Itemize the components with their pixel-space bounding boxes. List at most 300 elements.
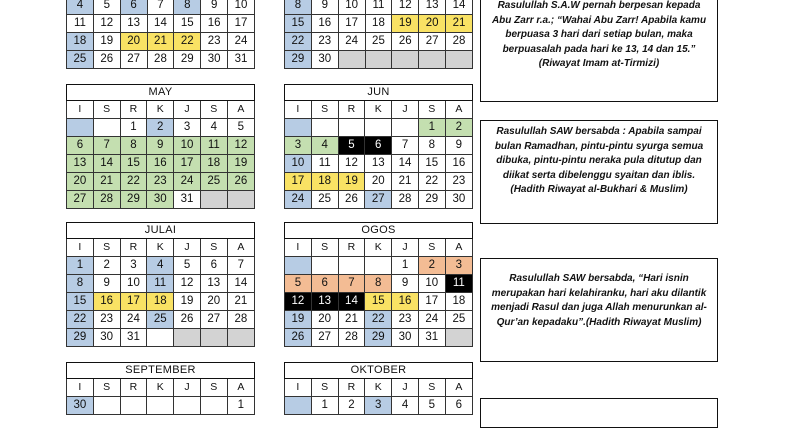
day-cell: 16 [93, 293, 120, 311]
day-cell: 20 [120, 33, 147, 51]
week-row [285, 137, 473, 155]
week-row [67, 0, 255, 15]
day-cell: 22 [174, 33, 201, 51]
day-cell [174, 329, 201, 347]
day-cell [446, 51, 473, 69]
day-cell: 30 [93, 329, 120, 347]
weekday-header: K [147, 101, 174, 119]
weekday-header: J [174, 239, 201, 257]
day-cell: 29 [285, 51, 312, 69]
day-cell [419, 51, 446, 69]
day-cell: 25 [200, 173, 227, 191]
day-cell: 25 [147, 311, 174, 329]
calendar-feb-top [284, 0, 473, 69]
day-cell: 27 [67, 191, 94, 209]
day-cell: 26 [174, 311, 201, 329]
day-cell: 18 [200, 155, 227, 173]
weekday-header: I [67, 239, 94, 257]
weekday-header: R [338, 379, 365, 397]
day-cell [174, 397, 201, 415]
week-row [67, 51, 255, 69]
day-cell [200, 191, 227, 209]
calendar-oktober [284, 362, 473, 415]
day-cell: 28 [147, 51, 174, 69]
day-cell: 14 [147, 15, 174, 33]
day-cell: 2 [147, 119, 174, 137]
day-cell [93, 397, 120, 415]
weekday-header: J [174, 101, 201, 119]
day-cell: 2 [338, 397, 365, 415]
day-cell [227, 191, 254, 209]
weekday-header: A [445, 379, 472, 397]
weekday-header: S [311, 379, 338, 397]
day-cell: 5 [227, 119, 254, 137]
weekday-header: R [120, 239, 147, 257]
day-cell: 30 [67, 397, 94, 415]
day-cell: 6 [120, 0, 147, 15]
day-cell: 24 [285, 191, 312, 209]
day-cell: 27 [365, 191, 392, 209]
day-cell: 27 [311, 329, 338, 347]
day-cell [365, 119, 392, 137]
day-cell: 23 [147, 173, 174, 191]
week-row [67, 173, 255, 191]
weekday-header: S [93, 379, 120, 397]
day-cell: 25 [311, 191, 338, 209]
day-cell: 22 [365, 311, 392, 329]
hadith-quote-box-4 [480, 398, 718, 428]
weekday-header: I [285, 101, 312, 119]
day-cell: 21 [147, 33, 174, 51]
week-row [285, 119, 473, 137]
day-cell: 4 [147, 257, 174, 275]
day-cell [120, 397, 147, 415]
day-cell [445, 329, 472, 347]
weekday-header: J [392, 239, 419, 257]
day-cell: 5 [285, 275, 312, 293]
day-cell: 4 [200, 119, 227, 137]
day-cell: 3 [365, 397, 392, 415]
day-cell: 3 [285, 137, 312, 155]
day-cell: 12 [392, 0, 419, 15]
weekday-header: K [365, 101, 392, 119]
day-cell: 6 [445, 397, 472, 415]
week-row [67, 33, 255, 51]
day-cell: 30 [311, 51, 338, 69]
day-cell: 14 [446, 0, 473, 15]
week-row [285, 0, 473, 15]
day-cell: 4 [311, 137, 338, 155]
day-cell: 13 [419, 0, 446, 15]
day-cell: 16 [311, 15, 338, 33]
day-cell: 14 [227, 275, 254, 293]
day-cell: 19 [174, 293, 201, 311]
weekday-header: S [418, 379, 445, 397]
day-cell: 18 [67, 33, 94, 51]
day-cell: 10 [120, 275, 147, 293]
month-title: SEPTEMBER [67, 363, 255, 379]
month-title: OGOS [285, 223, 473, 239]
week-row [285, 257, 473, 275]
day-cell: 10 [228, 0, 255, 15]
day-cell: 7 [93, 137, 120, 155]
month-title: JUN [285, 85, 473, 101]
calendar-ogos [284, 222, 473, 347]
day-cell: 7 [392, 137, 419, 155]
day-cell: 16 [445, 155, 472, 173]
day-cell: 24 [338, 33, 365, 51]
day-cell: 11 [445, 275, 472, 293]
day-cell [311, 257, 338, 275]
day-cell: 2 [93, 257, 120, 275]
day-cell: 16 [147, 155, 174, 173]
day-cell: 11 [365, 0, 392, 15]
day-cell: 28 [446, 33, 473, 51]
day-cell: 29 [120, 191, 147, 209]
weekday-header: I [67, 101, 94, 119]
day-cell: 30 [392, 329, 419, 347]
day-cell: 20 [67, 173, 94, 191]
day-cell: 16 [201, 15, 228, 33]
day-cell: 31 [174, 191, 201, 209]
day-cell: 25 [67, 51, 94, 69]
day-cell [285, 257, 312, 275]
hadith-quote-box-2: Rasulullah SAW bersabda : Apabila sampai bulan Ramadhan, pintu-pintu syurga semua dibuka, pintu-pintu neraka pula ditutup dan diikat serta dibelenggu syaitan dan iblis. (Hadith Riwayat al-Bukhari & Muslim) [480, 120, 718, 224]
day-cell: 6 [311, 275, 338, 293]
day-cell: 6 [200, 257, 227, 275]
day-cell: 12 [285, 293, 312, 311]
week-row [285, 155, 473, 173]
day-cell: 5 [338, 137, 365, 155]
day-cell: 30 [201, 51, 228, 69]
weekday-header: A [227, 239, 254, 257]
day-cell: 19 [93, 33, 120, 51]
day-cell: 21 [338, 311, 365, 329]
day-cell [365, 257, 392, 275]
day-cell: 8 [67, 275, 94, 293]
weekday-header: R [338, 101, 365, 119]
week-row [285, 33, 473, 51]
weekday-header: I [285, 379, 312, 397]
day-cell: 30 [445, 191, 472, 209]
day-cell: 25 [445, 311, 472, 329]
day-cell: 21 [227, 293, 254, 311]
day-cell [200, 397, 227, 415]
day-cell: 15 [174, 15, 201, 33]
week-row [285, 311, 473, 329]
week-row [67, 137, 255, 155]
day-cell: 22 [120, 173, 147, 191]
weekday-header: K [365, 239, 392, 257]
day-cell: 26 [227, 173, 254, 191]
day-cell: 29 [418, 191, 445, 209]
day-cell: 21 [93, 173, 120, 191]
day-cell: 7 [147, 0, 174, 15]
day-cell: 11 [311, 155, 338, 173]
day-cell [392, 51, 419, 69]
day-cell: 11 [147, 275, 174, 293]
day-cell: 19 [338, 173, 365, 191]
day-cell: 20 [365, 173, 392, 191]
day-cell: 7 [227, 257, 254, 275]
day-cell: 17 [228, 15, 255, 33]
day-cell [147, 329, 174, 347]
day-cell [285, 119, 312, 137]
day-cell: 2 [418, 257, 445, 275]
weekday-header: J [174, 379, 201, 397]
week-row [67, 15, 255, 33]
day-cell: 25 [365, 33, 392, 51]
day-cell: 30 [147, 191, 174, 209]
day-cell: 8 [120, 137, 147, 155]
day-cell: 15 [285, 15, 312, 33]
week-row [285, 275, 473, 293]
day-cell: 27 [419, 33, 446, 51]
day-cell: 18 [445, 293, 472, 311]
day-cell: 17 [418, 293, 445, 311]
day-cell: 1 [392, 257, 419, 275]
week-row [67, 119, 255, 137]
day-cell: 11 [200, 137, 227, 155]
day-cell: 3 [174, 119, 201, 137]
weekday-header: S [311, 239, 338, 257]
day-cell: 8 [365, 275, 392, 293]
day-cell: 1 [311, 397, 338, 415]
month-title: JULAI [67, 223, 255, 239]
week-row [67, 311, 255, 329]
day-cell: 28 [93, 191, 120, 209]
weekday-header: A [445, 101, 472, 119]
week-row [285, 191, 473, 209]
weekday-header: S [200, 239, 227, 257]
day-cell: 24 [418, 311, 445, 329]
day-cell: 20 [311, 311, 338, 329]
day-cell [227, 329, 254, 347]
day-cell [392, 119, 419, 137]
weekday-header: J [392, 101, 419, 119]
day-cell: 29 [67, 329, 94, 347]
day-cell: 10 [338, 0, 365, 15]
day-cell: 24 [228, 33, 255, 51]
day-cell: 18 [311, 173, 338, 191]
day-cell: 13 [200, 275, 227, 293]
day-cell [285, 397, 312, 415]
day-cell: 9 [311, 0, 338, 15]
weekday-header: S [93, 239, 120, 257]
day-cell [93, 119, 120, 137]
day-cell: 15 [67, 293, 94, 311]
weekday-header: S [93, 101, 120, 119]
day-cell: 24 [120, 311, 147, 329]
day-cell: 31 [228, 51, 255, 69]
day-cell: 19 [227, 155, 254, 173]
weekday-header: S [418, 101, 445, 119]
week-row [285, 173, 473, 191]
hadith-quote-box-3: Rasulullah SAW bersabda, “Hari isnin merupakan hari kelahiranku, hari aku dilantik menjadi Rasul dan juga Allah menurunkan al-Qur’an kepadaku”.(Hadith Riwayat Muslim) [480, 258, 718, 362]
day-cell: 26 [285, 329, 312, 347]
day-cell: 31 [120, 329, 147, 347]
week-row [67, 155, 255, 173]
day-cell: 9 [93, 275, 120, 293]
week-row [285, 329, 473, 347]
day-cell: 12 [93, 15, 120, 33]
day-cell: 5 [93, 0, 120, 15]
day-cell: 20 [419, 15, 446, 33]
weekday-header: A [227, 379, 254, 397]
day-cell: 23 [93, 311, 120, 329]
day-cell: 15 [418, 155, 445, 173]
day-cell: 12 [174, 275, 201, 293]
day-cell: 20 [200, 293, 227, 311]
day-cell: 14 [392, 155, 419, 173]
day-cell: 6 [67, 137, 94, 155]
day-cell: 21 [446, 15, 473, 33]
weekday-header: S [200, 101, 227, 119]
day-cell [338, 257, 365, 275]
day-cell: 1 [67, 257, 94, 275]
day-cell: 26 [93, 51, 120, 69]
calendar-jun [284, 84, 473, 209]
weekday-header: A [227, 101, 254, 119]
day-cell: 13 [120, 15, 147, 33]
day-cell: 23 [201, 33, 228, 51]
day-cell: 24 [174, 173, 201, 191]
day-cell [67, 119, 94, 137]
day-cell: 3 [120, 257, 147, 275]
day-cell: 27 [200, 311, 227, 329]
day-cell: 7 [338, 275, 365, 293]
day-cell: 17 [338, 15, 365, 33]
week-row [285, 51, 473, 69]
day-cell [311, 119, 338, 137]
weekday-header: S [418, 239, 445, 257]
day-cell: 1 [418, 119, 445, 137]
day-cell: 13 [67, 155, 94, 173]
day-cell: 13 [365, 155, 392, 173]
day-cell: 8 [174, 0, 201, 15]
day-cell: 22 [285, 33, 312, 51]
week-row [67, 275, 255, 293]
day-cell: 28 [392, 191, 419, 209]
day-cell: 26 [338, 191, 365, 209]
day-cell: 9 [392, 275, 419, 293]
day-cell: 28 [338, 329, 365, 347]
day-cell: 10 [418, 275, 445, 293]
day-cell: 22 [67, 311, 94, 329]
day-cell: 3 [445, 257, 472, 275]
day-cell: 22 [418, 173, 445, 191]
week-row [285, 15, 473, 33]
weekday-header: I [67, 379, 94, 397]
day-cell: 19 [285, 311, 312, 329]
day-cell: 26 [392, 33, 419, 51]
weekday-header: K [147, 379, 174, 397]
day-cell: 4 [392, 397, 419, 415]
day-cell [338, 119, 365, 137]
weekday-header: A [445, 239, 472, 257]
month-title: OKTOBER [285, 363, 473, 379]
calendar-jan-top [66, 0, 255, 69]
week-row [67, 329, 255, 347]
day-cell: 15 [120, 155, 147, 173]
day-cell [147, 397, 174, 415]
day-cell: 17 [285, 173, 312, 191]
day-cell: 14 [93, 155, 120, 173]
day-cell: 9 [445, 137, 472, 155]
day-cell: 23 [392, 311, 419, 329]
day-cell: 18 [147, 293, 174, 311]
weekday-header: S [200, 379, 227, 397]
weekday-header: R [338, 239, 365, 257]
day-cell: 16 [392, 293, 419, 311]
weekday-header: I [285, 239, 312, 257]
day-cell: 28 [227, 311, 254, 329]
calendar-may [66, 84, 255, 209]
calendar-september [66, 362, 255, 415]
day-cell: 6 [365, 137, 392, 155]
week-row [285, 397, 473, 415]
day-cell: 8 [285, 0, 312, 15]
month-title: MAY [67, 85, 255, 101]
weekday-header: R [120, 379, 147, 397]
weekday-header: J [392, 379, 419, 397]
week-row [67, 397, 255, 415]
day-cell: 27 [120, 51, 147, 69]
weekday-header: R [120, 101, 147, 119]
weekday-header: S [311, 101, 338, 119]
day-cell: 9 [147, 137, 174, 155]
day-cell [200, 329, 227, 347]
day-cell: 18 [365, 15, 392, 33]
hadith-quote-box-1: Rasulullah S.A.W pernah berpesan kepada Abu Zarr r.a.; “Wahai Abu Zarr! Apabila kamu berpuasa 3 hari dari setiap bulan, maka berpuasalah pada hari ke 13, 14 dan 15.” (Riwayat Imam at-Tirmizi) [480, 0, 718, 102]
day-cell: 9 [201, 0, 228, 15]
day-cell: 31 [418, 329, 445, 347]
day-cell [365, 51, 392, 69]
day-cell: 19 [392, 15, 419, 33]
week-row [67, 293, 255, 311]
day-cell: 5 [174, 257, 201, 275]
day-cell: 1 [227, 397, 254, 415]
day-cell: 17 [120, 293, 147, 311]
week-row [285, 293, 473, 311]
day-cell: 15 [365, 293, 392, 311]
day-cell: 17 [174, 155, 201, 173]
calendar-julai [66, 222, 255, 347]
day-cell: 10 [174, 137, 201, 155]
week-row [67, 191, 255, 209]
weekday-header: K [365, 379, 392, 397]
day-cell: 29 [365, 329, 392, 347]
day-cell: 29 [174, 51, 201, 69]
weekday-header: K [147, 239, 174, 257]
day-cell: 2 [445, 119, 472, 137]
day-cell: 12 [227, 137, 254, 155]
day-cell: 14 [338, 293, 365, 311]
day-cell: 8 [418, 137, 445, 155]
day-cell: 11 [67, 15, 94, 33]
day-cell: 1 [120, 119, 147, 137]
day-cell: 10 [285, 155, 312, 173]
day-cell: 23 [311, 33, 338, 51]
day-cell: 12 [338, 155, 365, 173]
day-cell [338, 51, 365, 69]
week-row [67, 257, 255, 275]
day-cell: 5 [418, 397, 445, 415]
day-cell: 13 [311, 293, 338, 311]
day-cell: 21 [392, 173, 419, 191]
day-cell: 23 [445, 173, 472, 191]
day-cell: 4 [67, 0, 94, 15]
